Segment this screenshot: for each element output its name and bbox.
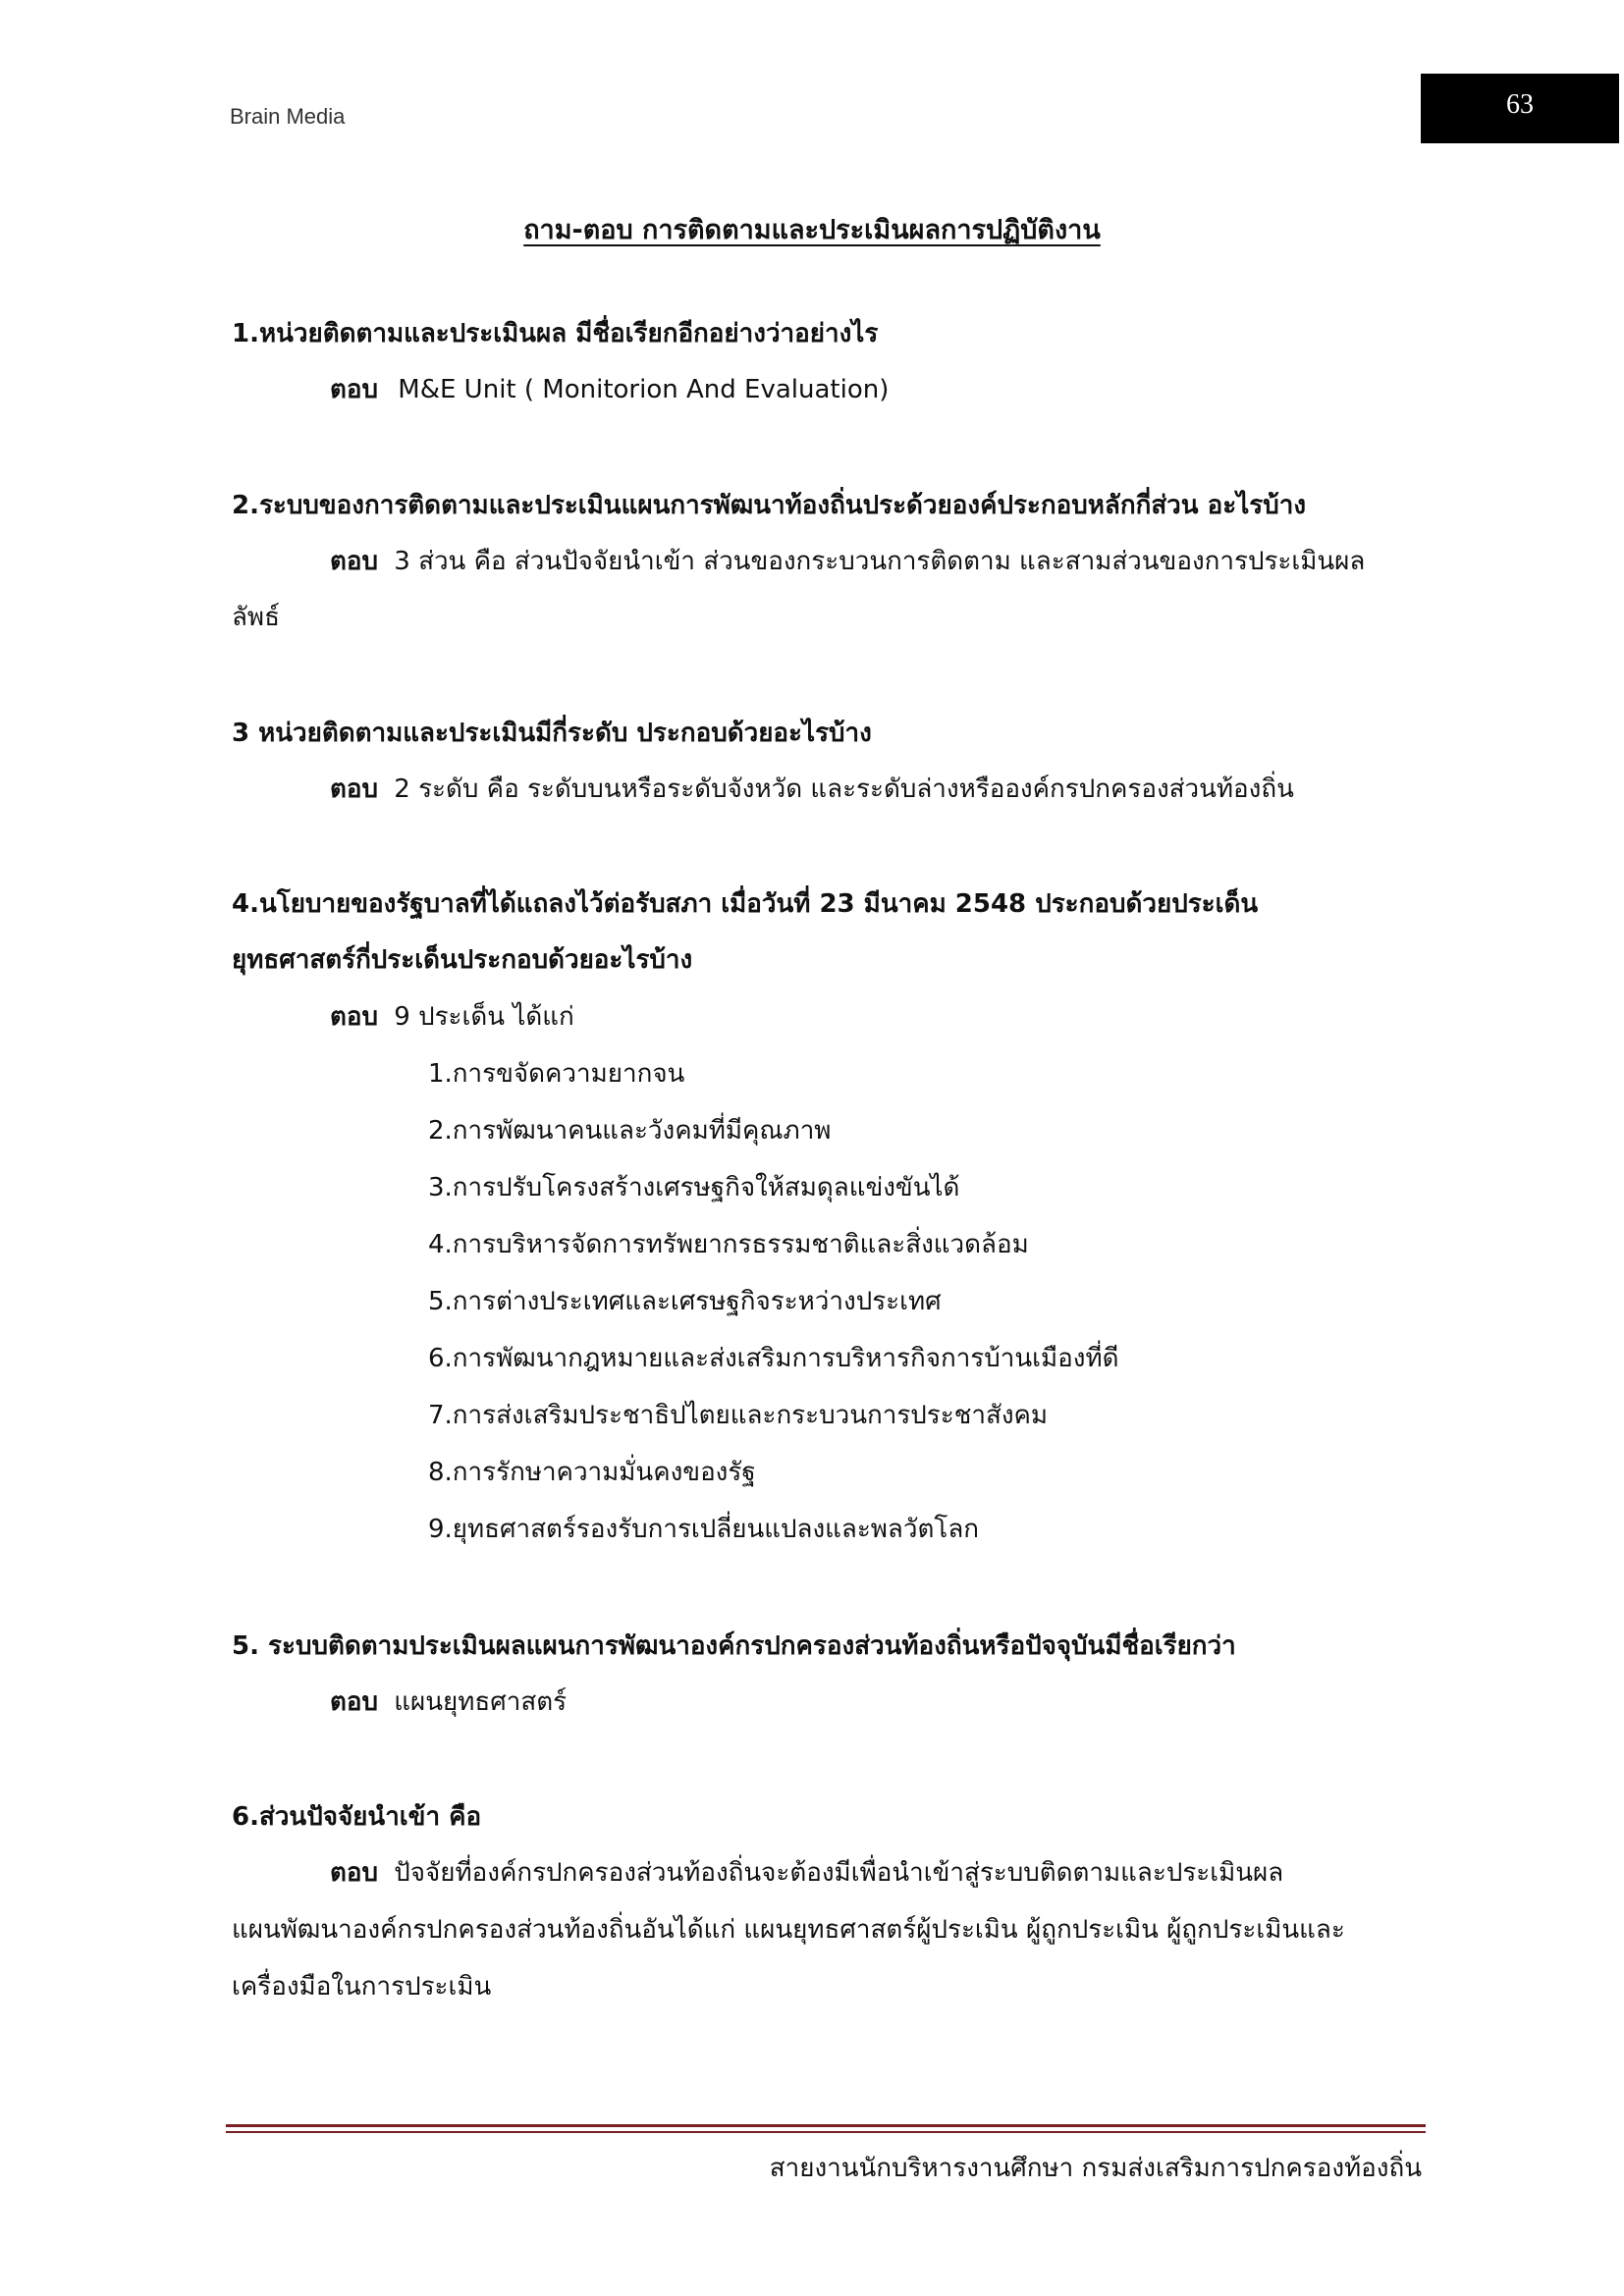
list-item: 5.การต่างประเทศและเศรษฐกิจระหว่างประเทศ: [428, 1287, 942, 1316]
list-item: 3.การปรับโครงสร้างเศรษฐกิจให้สมดุลแข่งขันได้: [428, 1173, 960, 1202]
answer-4: [330, 1000, 574, 1034]
answer-3-text: 2 ระดับ คือ ระดับบนหรือระดับจังหวัด และระดับล่างหรือองค์กรปกครองส่วนท้องถิ่น: [394, 774, 1294, 804]
question-4-line2: ยุทธศาสตร์กี่ประเด็นประกอบด้วยอะไรบ้าง: [232, 945, 693, 975]
footer-rule: [226, 2124, 1426, 2127]
page-number: 63: [1506, 89, 1534, 120]
question-1: 1.หน่วยติดตามและประเมินผล มีชื่อเรียกอีกอย่างว่าอย่างไร: [232, 319, 879, 348]
answer-label: ตอบ: [330, 375, 379, 404]
answer-label: ตอบ: [330, 774, 379, 804]
answer-4-text: 9 ประเด็น ได้แก่: [394, 1002, 574, 1032]
answer-6-text-line2: แผนพัฒนาองค์กรปกครองส่วนท้องถิ่นอันได้แก่ แผนยุทธศาสตร์ผู้ประเมิน ผู้ถูกประเมิน ผู้ถูกประเมินและ: [232, 1915, 1345, 1945]
question-2: 2.ระบบของการติดตามและประเมินแผนการพัฒนาท้องถิ่นประด้วยองค์ประกอบหลักกี่ส่วน อะไรบ้าง: [232, 491, 1307, 520]
list-item: 7.การส่งเสริมประชาธิปไตยและกระบวนการประชาสังคม: [428, 1401, 1049, 1430]
answer-label: ตอบ: [330, 547, 379, 576]
answer-label: ตอบ: [330, 1002, 379, 1032]
question-6: 6.ส่วนปัจจัยนำเข้า คือ: [232, 1802, 482, 1832]
list-item: 2.การพัฒนาคนและวังคมที่มีคุณภาพ: [428, 1116, 832, 1146]
question-3: 3 หน่วยติดตามและประเมินมีกี่ระดับ ประกอบด้วยอะไรบ้าง: [232, 719, 872, 748]
list-item: 4.การบริหารจัดการทรัพยากรธรรมชาติและสิ่งแวดล้อม: [428, 1230, 1029, 1259]
question-4-line1: 4.นโยบายของรัฐบาลที่ได้แถลงไว้ต่อรับสภา เมื่อวันที่ 23 มีนาคม 2548 ประกอบด้วยประเด็น: [232, 889, 1259, 919]
answer-2-text-line2: ลัพธ์: [232, 603, 280, 632]
answer-label: ตอบ: [330, 1687, 379, 1717]
question-5: 5. ระบบติดตามประเมินผลแผนการพัฒนาองค์กรปกครองส่วนท้องถิ่นหรือปัจจุบันมีชื่อเรียกว่า: [232, 1631, 1236, 1661]
footer-text: สายงานนักบริหารงานศึกษา กรมส่งเสริมการปกครองท้องถิ่น: [769, 2154, 1422, 2183]
answer-6-text-line1: ปัจจัยที่องค์กรปกครองส่วนท้องถิ่นจะต้องมีเพื่อนำเข้าสู่ระบบติดตามและประเมินผล: [394, 1858, 1284, 1888]
answer-1: [330, 373, 889, 406]
answer-2: [330, 545, 1365, 578]
answer-6-text-line3: เครื่องมือในการประเมิน: [232, 1972, 492, 2002]
answer-1-text: M&E Unit ( Monitorion And Evaluation): [398, 375, 890, 404]
list-item: 1.การขจัดความยากจน: [428, 1059, 685, 1089]
answer-label: ตอบ: [330, 1858, 379, 1888]
footer-rule-thin: [226, 2131, 1426, 2133]
answer-2-text-line1: 3 ส่วน คือ ส่วนปัจจัยนำเข้า ส่วนของกระบวนการติดตาม และสามส่วนของการประเมินผล: [394, 547, 1366, 576]
page-title: ถาม-ตอบ การติดตามและประเมินผลการปฏิบัติงาน: [523, 215, 1101, 245]
answer-3: [330, 773, 1294, 806]
list-item: 8.การรักษาความมั่นคงของรัฐ: [428, 1458, 756, 1487]
answer-6: [330, 1856, 1283, 1890]
header-brand: Brain Media: [230, 104, 346, 129]
page-number-box: [1421, 74, 1619, 143]
answer-5-text: แผนยุทธศาสตร์: [394, 1687, 568, 1717]
list-item: 9.ยุทธศาสตร์รองรับการเปลี่ยนแปลงและพลวัตโลก: [428, 1515, 979, 1544]
answer-5: [330, 1685, 567, 1719]
list-item: 6.การพัฒนากฎหมายและส่งเสริมการบริหารกิจการบ้านเมืองที่ดี: [428, 1344, 1119, 1373]
